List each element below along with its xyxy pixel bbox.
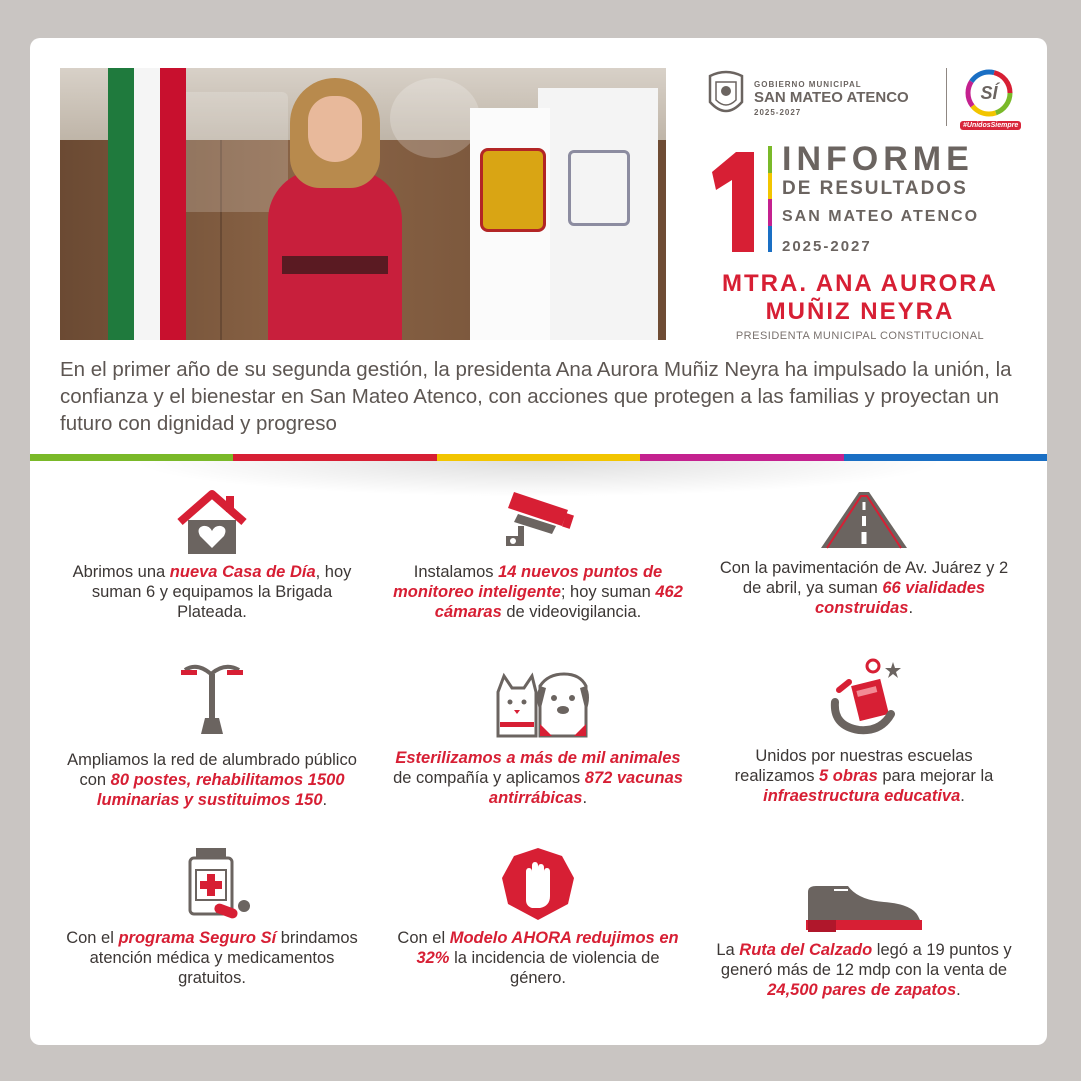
gobierno-label: GOBIERNO MUNICIPAL [754, 80, 862, 89]
highlight-text: 66 vialidades construidas [814, 579, 986, 617]
presidenta-figure [260, 78, 410, 340]
body-text: la incidencia de violencia de género. [449, 949, 660, 987]
body-text: . [322, 791, 328, 809]
body-text: para mejorar la [877, 767, 994, 785]
item-text [714, 558, 1014, 618]
highlight-text: programa Seguro Sí [118, 929, 277, 947]
highlight-text: 14 nuevos puntos de monitoreo inteligente [393, 563, 663, 601]
hashtag-badge: #UnidosSiempre [960, 121, 1021, 130]
vertical-color-bar [768, 146, 772, 252]
body-text: , hoy suman 6 y equipamos la Brigada Plateada. [91, 563, 352, 621]
municipio-label: SAN MATEO ATENCO [754, 89, 909, 106]
body-text: . [908, 599, 914, 617]
intro-paragraph: En el primer año de su segunda gestión, la presidenta Ana Aurora Muñiz Neyra ha impulsado la unión, la confianza y el bienestar en San Mateo Atenco, con acciones que protegen a las familias y proyectan un futuro con dignidad y progreso [60, 358, 1012, 435]
item-alumbrado [62, 660, 362, 810]
municipal-flag [538, 88, 658, 340]
stop-hand-icon [500, 846, 576, 922]
mexico-flag [108, 68, 186, 340]
medicine-bottle-icon [172, 846, 252, 922]
highlight-text: 462 cámaras [434, 583, 683, 621]
item-escuelas [714, 656, 1014, 806]
body-text: . [956, 981, 961, 999]
informe-title: INFORME [782, 140, 974, 178]
body-text: Con el [397, 929, 450, 947]
informe-periodo: 2025-2027 [782, 238, 872, 255]
body-text: . [582, 789, 588, 807]
presidenta-name-line1: MTRA. ANA AURORA [722, 270, 998, 297]
item-ruta-calzado [714, 878, 1014, 1000]
highlight-text: Esterilizamos a más de mil animales [395, 749, 681, 767]
item-camaras [388, 488, 688, 622]
body-text: La [716, 941, 740, 959]
highlight-text: nueva Casa de Día [169, 563, 316, 581]
house-heart-icon [172, 488, 252, 556]
body-text: Unidos por nuestras escuelas realizamos [734, 747, 973, 785]
flag-shield [568, 150, 630, 226]
body-text: Abrimos una [72, 563, 170, 581]
body-text: Con la pavimentación de Av. Juárez y 2 de abril, ya suman [719, 559, 1009, 597]
body-text: de videovigilancia. [501, 603, 642, 621]
informe-subtitle: DE RESULTADOS [782, 178, 968, 199]
brand-logos [706, 66, 1022, 132]
highlight-text: Modelo AHORA redujimos en 32% [416, 929, 679, 967]
road-icon [819, 488, 909, 552]
presidenta-cargo: PRESIDENTA MUNICIPAL CONSTITUCIONAL [735, 330, 985, 342]
item-seguro-si [62, 846, 362, 988]
face [308, 96, 362, 162]
street-lamp-icon [177, 660, 247, 736]
highlight-text: 872 vacunas antirrábicas [488, 769, 683, 807]
unidos-si-logo-icon [964, 68, 1014, 118]
body-text: Con el [66, 929, 119, 947]
item-text [62, 928, 362, 988]
periodo-logo-label: 2025-2027 [754, 108, 802, 117]
svg-text:SÍ: SÍ [980, 83, 998, 103]
body-text: ; hoy suman [560, 583, 656, 601]
item-casa-de-dia [62, 488, 362, 622]
number-one-graphic [706, 133, 760, 252]
item-text [62, 750, 362, 810]
body-text: Instalamos [413, 563, 499, 581]
infographic-card [30, 38, 1047, 1045]
item-animales [388, 666, 688, 808]
belt [282, 256, 388, 274]
state-flag [470, 108, 550, 340]
item-text [62, 562, 362, 622]
body-text: de compañía y aplicamos [393, 769, 585, 787]
body-text: brindamos atención médica y medicamentos gratuitos. [89, 929, 358, 987]
number-one-label: 1 [706, 133, 715, 150]
item-vialidades [714, 488, 1014, 618]
item-text [388, 562, 688, 622]
item-modelo-ahora [388, 846, 688, 988]
logo-divider [946, 68, 947, 126]
municipal-crest-icon [706, 68, 746, 122]
presidenta-name-line2: MUÑIZ NEYRA [765, 298, 955, 325]
flag-shield [480, 148, 546, 232]
item-text [388, 928, 688, 988]
rainbow-stripe [30, 454, 1047, 461]
presidenta-photo [60, 68, 666, 340]
cat-dog-icon [488, 666, 588, 742]
body-text: Ampliamos la red de alumbrado público con [67, 751, 357, 789]
body-text: legó a 19 puntos y generó más de 12 mdp con la venta de [720, 941, 1012, 979]
security-camera-icon [498, 488, 578, 556]
shoe-icon [804, 878, 924, 934]
highlight-text: 24,500 pares de zapatos [767, 981, 957, 999]
highlight-text: Ruta del Calzado [739, 941, 873, 959]
body-text: . [960, 787, 965, 805]
informe-lugar: SAN MATEO ATENCO [782, 208, 980, 225]
highlight-text: 5 obras [819, 767, 878, 785]
item-text [714, 940, 1014, 1000]
dress [268, 170, 402, 340]
highlight-text: 80 postes, rehabilitamos 1500 luminarias y sustituimos 150 [96, 771, 345, 809]
school-supplies-icon [819, 656, 909, 740]
item-text [714, 746, 1014, 806]
highlight-text: infraestructura educativa [763, 787, 961, 805]
item-text [388, 748, 688, 808]
